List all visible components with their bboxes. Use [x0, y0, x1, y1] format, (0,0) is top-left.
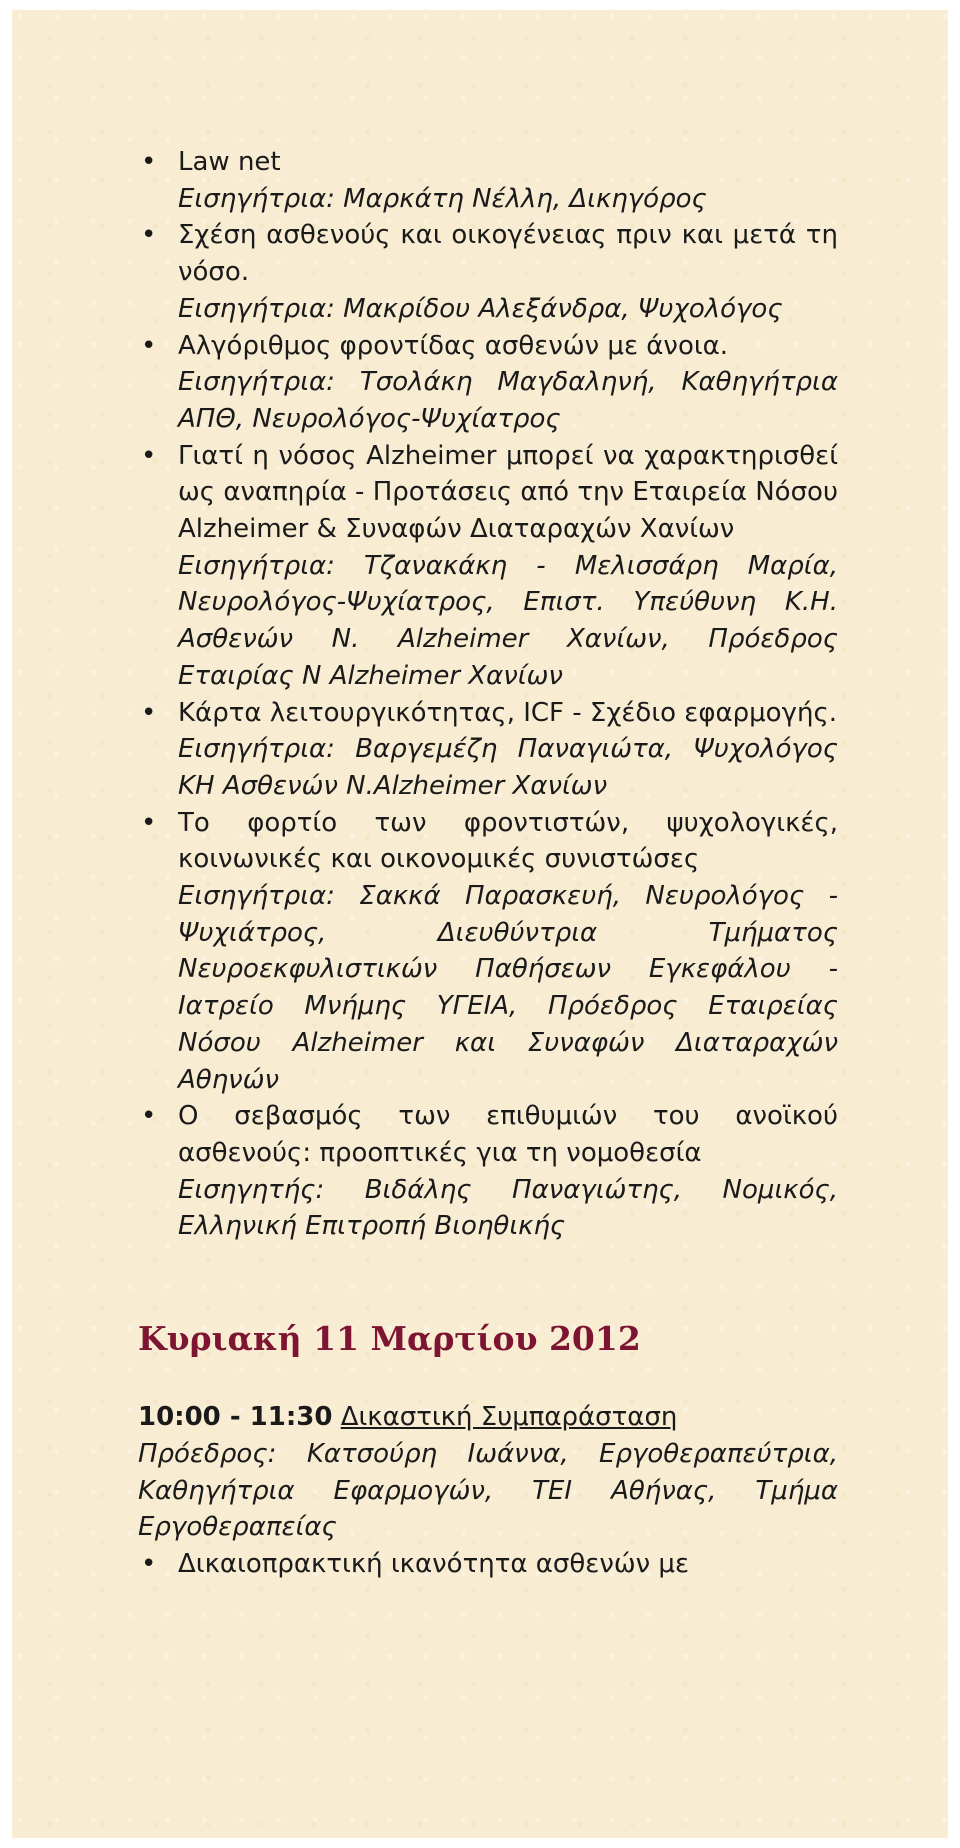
- list-item: [138, 144, 838, 217]
- talk-speaker: Εισηγήτρια: Σακκά Παρασκευή, Νευρολόγος - Ψυχιάτρος, Διευθύντρια Τμήματος Νευροεκφυλιστικών Παθήσεων Εγκεφάλου - Ιατρείο Μνήμης ΥΓΕΙΑ, Πρόεδρος Εταιρείας Νόσου Alzheimer και Συναφών Διαταραχών Αθηνών: [178, 881, 838, 1095]
- talk-speaker: Εισηγήτρια: Μακρίδου Αλεξάνδρα, Ψυχολόγος: [178, 293, 783, 324]
- talk-title: • Αλγόριθμος φροντίδας ασθενών με άνοια.: [178, 330, 729, 361]
- list-item: [138, 805, 838, 1099]
- talk-title: • Γιατί η νόσος Alzheimer μπορεί να χαρακτηρισθεί ως αναπηρία - Προτάσεις από την Εταιρεία Νόσου Alzheimer & Συναφών Διαταραχών Χανίων: [178, 440, 838, 545]
- list-item: [138, 1546, 838, 1583]
- talk-speaker: Εισηγήτρια: Τσολάκη Μαγδαληνή, Καθηγήτρια ΑΠΘ, Νευρολόγος-Ψυχίατρος: [178, 367, 838, 434]
- talk-title: • Ο σεβασμός των επιθυμιών του ανοϊκού ασθενούς: προοπτικές για τη νομοθεσία: [178, 1101, 838, 1168]
- talk-speaker: Εισηγήτρια: Βαργεμέζη Παναγιώτα, Ψυχολόγος ΚΗ Ασθενών Ν.Alzheimer Χανίων: [178, 734, 838, 801]
- talk-title: • Δικαιοπρακτική ικανότητα ασθενών με: [178, 1548, 690, 1579]
- list-item: [138, 328, 838, 438]
- list-item: [138, 1098, 838, 1245]
- session-block: [138, 1399, 838, 1583]
- talk-speaker: Εισηγητής: Βιδάλης Παναγιώτης, Νομικός, Ελληνική Επιτροπή Βιοηθικής: [178, 1174, 838, 1242]
- talk-title: • Σχέση ασθενούς και οικογένειας πριν και μετά τη νόσο.: [178, 220, 838, 288]
- talk-title: • Το φορτίο των φροντιστών, ψυχολογικές, κοινωνικές και οικονομικές συνιστώσες: [178, 807, 838, 875]
- list-item: [138, 217, 838, 327]
- list-item: [138, 695, 838, 805]
- document-content: [138, 144, 838, 1583]
- day-heading: Κυριακή 11 Μαρτίου 2012: [138, 1319, 641, 1359]
- talk-list: [138, 144, 838, 1245]
- session-time: 10:00 - 11:30: [138, 1402, 333, 1433]
- talk-speaker: Εισηγήτρια: Τζανακάκη - Μελισσάρη Μαρία, Νευρολόγος-Ψυχίατρος, Επιστ. Υπεύθυνη Κ.Η. Ασθενών Ν. Alzheimer Χανίων, Πρόεδρος Εταιρίας Ν Alzheimer Χανίων: [178, 550, 838, 691]
- talk-title: • Κάρτα λειτουργικότητας, ICF - Σχέδιο εφαρμογής.: [178, 697, 837, 728]
- session-talk-list: [138, 1546, 838, 1583]
- session-header: [138, 1399, 838, 1436]
- document-page: [12, 10, 948, 1838]
- talk-speaker: Εισηγήτρια: Μαρκάτη Νέλλη, Δικηγόρος: [178, 183, 707, 214]
- talk-title: • Law net: [178, 147, 281, 177]
- list-item: [138, 438, 838, 695]
- session-title: Δικαστική Συμπαράσταση: [340, 1402, 678, 1433]
- session-chair: Πρόεδρος: Κατσούρη Ιωάννα, Εργοθεραπεύτρια, Καθηγήτρια Εφαρμογών, ΤΕΙ Αθήνας, Τμήμα Εργοθεραπείας: [138, 1438, 838, 1543]
